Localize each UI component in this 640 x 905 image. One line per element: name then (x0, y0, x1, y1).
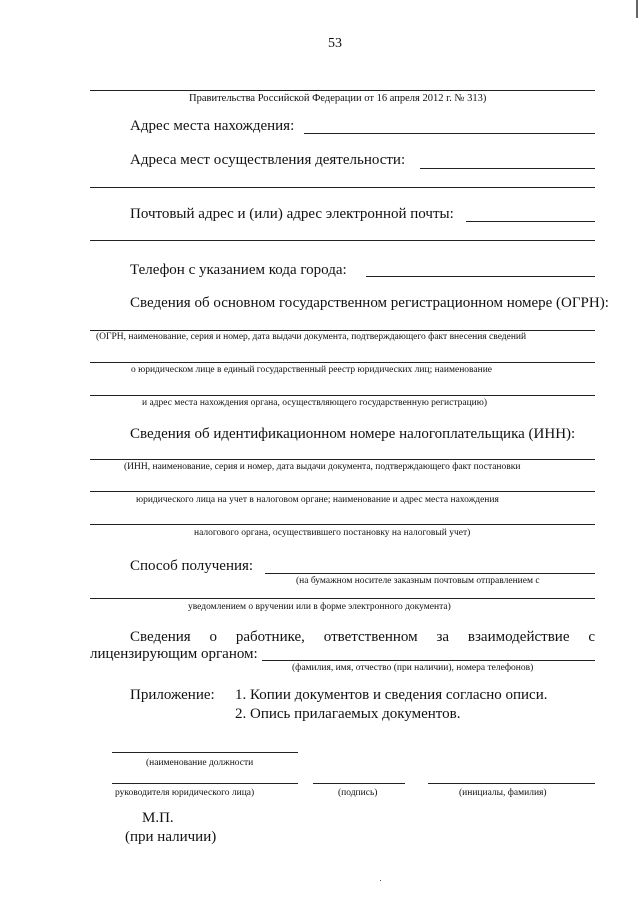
address-location-field[interactable] (304, 133, 595, 134)
position-hint-1: (наименование должности (146, 758, 254, 768)
phone-field[interactable] (366, 276, 595, 277)
inn-field-1[interactable] (90, 459, 595, 460)
ogrn-hint-3: и адрес места нахождения органа, осуществляющего государственную регистрацию) (142, 398, 488, 408)
employee-word: работнике, (235, 629, 305, 645)
header-note: Правительства Российской Федерации от 16 апреля 2012 г. № 313) (189, 93, 487, 104)
position-field-1[interactable] (112, 752, 298, 753)
employee-line-1 (130, 629, 595, 646)
attachment-item-2: 2. Опись прилагаемых документов. (235, 706, 461, 722)
address-location-label: Адрес места нахождения: (130, 118, 295, 134)
signature-hint: (подпись) (338, 788, 378, 798)
initials-field[interactable] (428, 783, 595, 784)
ogrn-field-1[interactable] (90, 330, 595, 331)
employee-word: ответственном (323, 629, 418, 645)
attachments-label: Приложение: (130, 687, 215, 703)
scan-speck (380, 880, 381, 881)
activity-addresses-label: Адреса мест осуществления деятельности: (130, 152, 406, 168)
activity-addresses-field-2[interactable] (90, 187, 595, 188)
method-field-1[interactable] (265, 573, 595, 574)
position-hint-2: руководителя юридического лица) (115, 788, 255, 798)
employee-field[interactable] (262, 660, 595, 661)
inn-hint-3: налогового органа, осуществившего постановку на налоговый учет) (194, 528, 471, 538)
inn-hint-2: юридического лица на учет в налоговом органе; наименование и адрес места нахождения (136, 495, 499, 505)
activity-addresses-field[interactable] (420, 168, 595, 169)
method-field-2[interactable] (90, 598, 595, 599)
inn-hint-1: (ИНН, наименование, серия и номер, дата выдачи документа, подтверждающего факт постановки (124, 462, 521, 472)
stamp-label: М.П. (142, 810, 174, 826)
postal-email-label: Почтовый адрес и (или) адрес электронной почты: (130, 206, 454, 222)
ogrn-field-3[interactable] (90, 395, 595, 396)
employee-word: с (588, 629, 595, 645)
ogrn-field-2[interactable] (90, 362, 595, 363)
employee-word: Сведения (130, 629, 191, 645)
position-field-2[interactable] (112, 783, 298, 784)
postal-email-field-2[interactable] (90, 240, 595, 241)
inn-field-2[interactable] (90, 491, 595, 492)
ogrn-title: Сведения об основном государственном регистрационном номере (ОГРН): (130, 295, 609, 311)
method-hint-1: (на бумажном носителе заказным почтовым отправлением с (296, 576, 540, 586)
phone-label: Телефон с указанием кода города: (130, 262, 347, 278)
inn-field-3[interactable] (90, 524, 595, 525)
employee-line-2: лицензирующим органом: (90, 646, 258, 662)
method-hint-2: уведомлением о вручении или в форме электронного документа) (188, 602, 451, 612)
stamp-note: (при наличии) (125, 829, 217, 845)
header-rule (90, 90, 595, 91)
ogrn-hint-2: о юридическом лице в единый государственный реестр юридических лиц; наименование (131, 365, 492, 375)
employee-word: о (209, 629, 218, 645)
signature-field[interactable] (313, 783, 405, 784)
employee-word: за (436, 629, 450, 645)
attachment-item-1: 1. Копии документов и сведения согласно описи. (235, 687, 548, 703)
employee-word: взаимодействие (467, 629, 570, 645)
method-label: Способ получения: (130, 558, 254, 574)
initials-hint: (инициалы, фамилия) (459, 788, 547, 798)
ogrn-hint-1: (ОГРН, наименование, серия и номер, дата выдачи документа, подтверждающего факт внесения сведений (96, 332, 527, 342)
inn-title: Сведения об идентификационном номере налогоплательщика (ИНН): (130, 426, 576, 442)
employee-hint: (фамилия, имя, отчество (при наличии), номера телефонов) (292, 663, 534, 673)
scan-edge-mark (636, 0, 638, 18)
postal-email-field[interactable] (466, 221, 595, 222)
page-number: 53 (328, 36, 342, 51)
